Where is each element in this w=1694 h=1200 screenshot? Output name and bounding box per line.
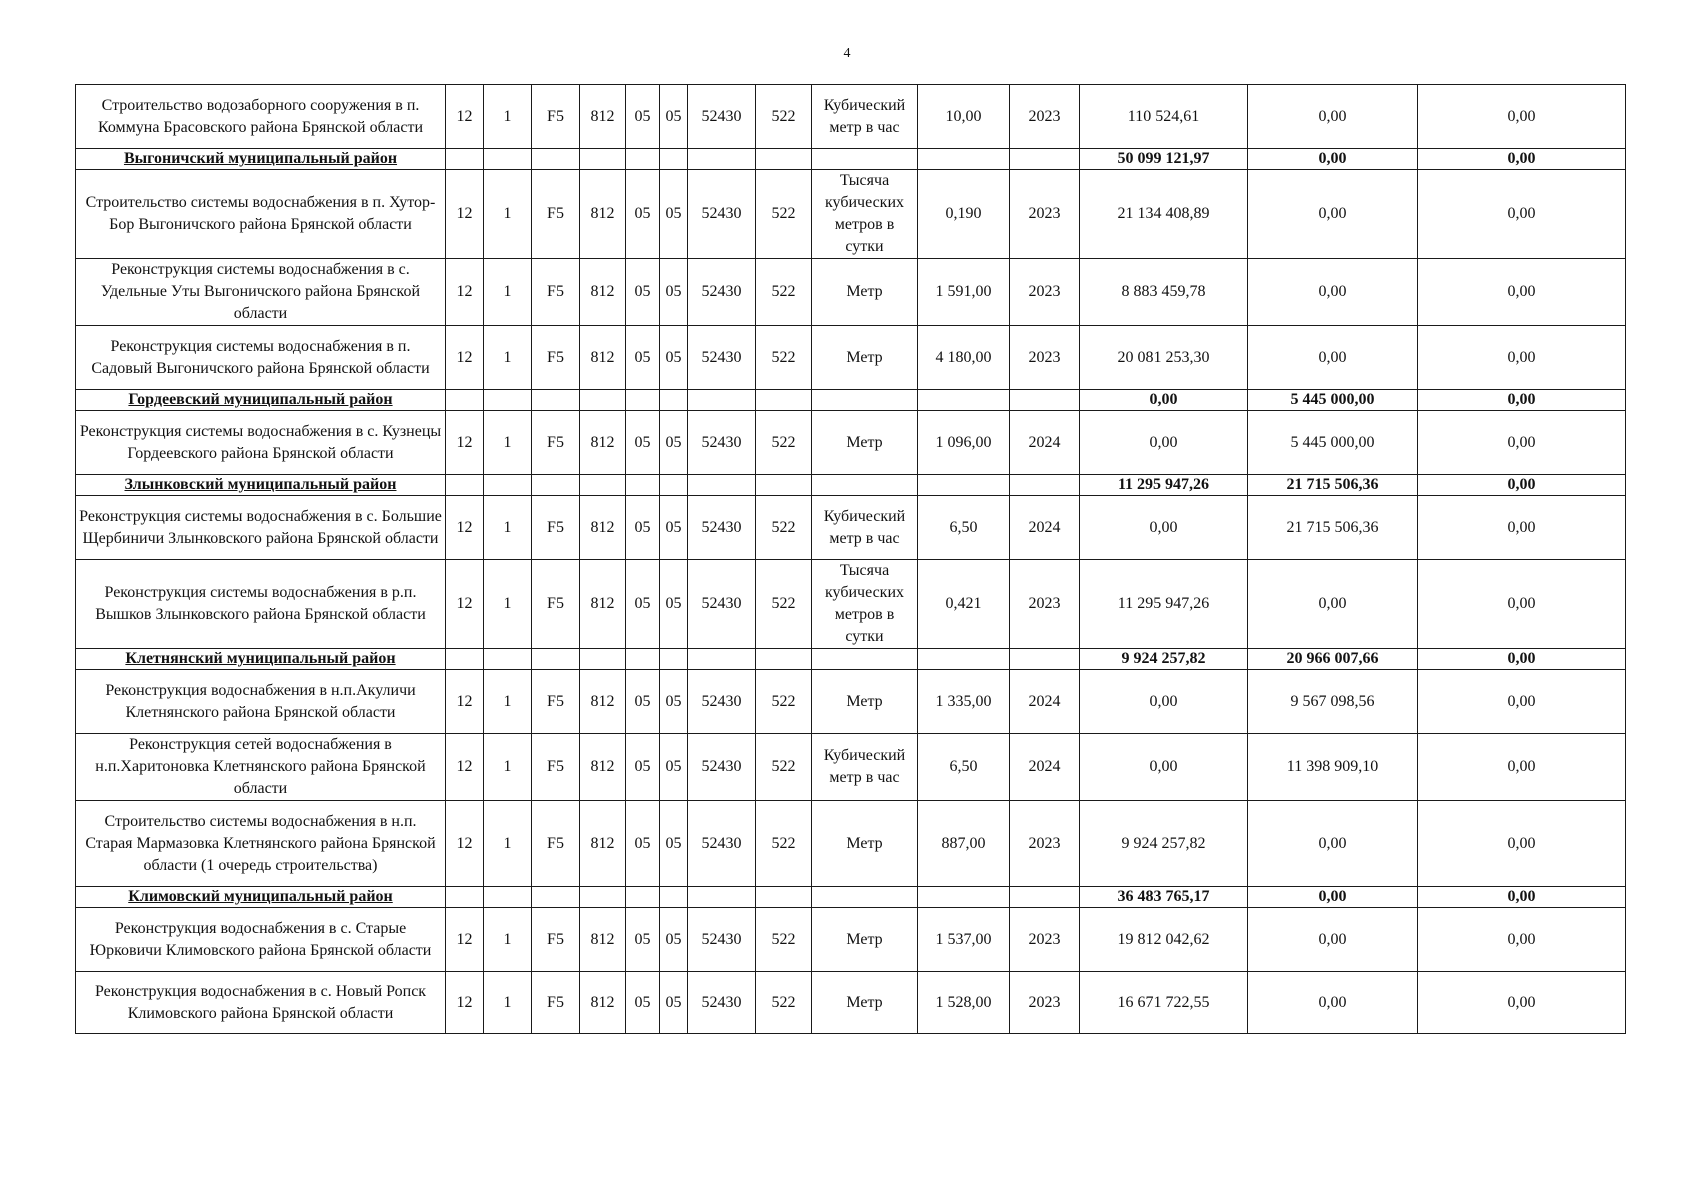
code-cell <box>756 887 812 908</box>
unit-cell: Кубический метр в час <box>812 85 918 149</box>
table-row <box>76 259 1626 326</box>
unit-cell: Кубический метр в час <box>812 734 918 801</box>
code-cell: F5 <box>532 326 580 390</box>
table-row <box>76 326 1626 390</box>
code-cell: 12 <box>446 326 484 390</box>
amount-2024-cell: 0,00 <box>1248 560 1418 649</box>
amount-2023-cell: 11 295 947,26 <box>1080 475 1248 496</box>
code-cell: 1 <box>484 908 532 972</box>
code-cell: 52430 <box>688 170 756 259</box>
code-cell <box>688 390 756 411</box>
table-row <box>76 908 1626 972</box>
year-cell <box>1010 390 1080 411</box>
code-cell: 05 <box>660 411 688 475</box>
amount-2023-cell: 0,00 <box>1080 411 1248 475</box>
table-row <box>76 411 1626 475</box>
code-cell: 05 <box>626 560 660 649</box>
amount-2024-cell: 21 715 506,36 <box>1248 496 1418 560</box>
amount-2025-cell: 0,00 <box>1418 908 1626 972</box>
table-body <box>76 85 1626 1034</box>
amount-2025-cell: 0,00 <box>1418 326 1626 390</box>
unit-cell <box>812 149 918 170</box>
code-cell <box>756 390 812 411</box>
code-cell: 05 <box>626 259 660 326</box>
code-cell: 12 <box>446 411 484 475</box>
code-cell: 522 <box>756 326 812 390</box>
code-cell: 05 <box>626 496 660 560</box>
code-cell: F5 <box>532 734 580 801</box>
amount-2025-cell: 0,00 <box>1418 670 1626 734</box>
amount-2025-cell: 0,00 <box>1418 560 1626 649</box>
amount-2025-cell: 0,00 <box>1418 149 1626 170</box>
code-cell: 52430 <box>688 259 756 326</box>
code-cell: 52430 <box>688 972 756 1034</box>
unit-cell <box>812 649 918 670</box>
project-name-cell: Строительство водозаборного сооружения в п. Коммуна Брасовского района Брянской области <box>76 85 446 149</box>
capacity-cell: 10,00 <box>918 85 1010 149</box>
code-cell: F5 <box>532 801 580 887</box>
code-cell: 12 <box>446 259 484 326</box>
code-cell <box>446 649 484 670</box>
code-cell <box>688 887 756 908</box>
amount-2025-cell: 0,00 <box>1418 496 1626 560</box>
code-cell: 05 <box>626 170 660 259</box>
amount-2025-cell: 0,00 <box>1418 411 1626 475</box>
amount-2024-cell: 0,00 <box>1248 326 1418 390</box>
amount-2023-cell: 20 081 253,30 <box>1080 326 1248 390</box>
unit-cell: Метр <box>812 908 918 972</box>
district-name-cell: Клетнянский муниципальный район <box>76 649 446 670</box>
code-cell: 1 <box>484 496 532 560</box>
table-row <box>76 560 1626 649</box>
code-cell <box>484 390 532 411</box>
unit-cell: Тысяча кубических метров в сутки <box>812 560 918 649</box>
amount-2023-cell: 36 483 765,17 <box>1080 887 1248 908</box>
year-cell: 2024 <box>1010 411 1080 475</box>
code-cell: 05 <box>660 326 688 390</box>
year-cell: 2024 <box>1010 670 1080 734</box>
code-cell: 522 <box>756 411 812 475</box>
code-cell: F5 <box>532 259 580 326</box>
code-cell: 05 <box>660 908 688 972</box>
code-cell <box>532 149 580 170</box>
code-cell: 52430 <box>688 560 756 649</box>
project-name-cell: Строительство системы водоснабжения в п. Хутор-Бор Выгоничского района Брянской области <box>76 170 446 259</box>
code-cell: 812 <box>580 85 626 149</box>
amount-2024-cell: 9 567 098,56 <box>1248 670 1418 734</box>
district-subtotal-row <box>76 390 1626 411</box>
code-cell: 812 <box>580 496 626 560</box>
amount-2024-cell: 11 398 909,10 <box>1248 734 1418 801</box>
code-cell: 52430 <box>688 411 756 475</box>
code-cell: 05 <box>660 734 688 801</box>
code-cell <box>660 149 688 170</box>
capacity-cell: 1 537,00 <box>918 908 1010 972</box>
code-cell: 522 <box>756 496 812 560</box>
code-cell <box>446 390 484 411</box>
project-name-cell: Реконструкция системы водоснабжения в п. Садовый Выгоничского района Брянской области <box>76 326 446 390</box>
amount-2023-cell: 0,00 <box>1080 670 1248 734</box>
code-cell: 1 <box>484 259 532 326</box>
year-cell: 2023 <box>1010 801 1080 887</box>
amount-2025-cell: 0,00 <box>1418 887 1626 908</box>
project-name-cell: Реконструкция системы водоснабжения в с. Кузнецы Гордеевского района Брянской области <box>76 411 446 475</box>
amount-2025-cell: 0,00 <box>1418 972 1626 1034</box>
amount-2025-cell: 0,00 <box>1418 259 1626 326</box>
project-name-cell: Реконструкция сетей водоснабжения в н.п.Харитоновка Клетнянского района Брянской области <box>76 734 446 801</box>
code-cell: F5 <box>532 908 580 972</box>
amount-2023-cell: 0,00 <box>1080 496 1248 560</box>
capacity-cell: 6,50 <box>918 734 1010 801</box>
capacity-cell <box>918 475 1010 496</box>
year-cell <box>1010 475 1080 496</box>
unit-cell: Метр <box>812 326 918 390</box>
code-cell: 52430 <box>688 326 756 390</box>
code-cell: 05 <box>626 801 660 887</box>
unit-cell: Метр <box>812 411 918 475</box>
table-row <box>76 85 1626 149</box>
capacity-cell <box>918 887 1010 908</box>
code-cell: 05 <box>626 326 660 390</box>
code-cell <box>660 390 688 411</box>
capacity-cell: 4 180,00 <box>918 326 1010 390</box>
amount-2023-cell: 21 134 408,89 <box>1080 170 1248 259</box>
amount-2023-cell: 16 671 722,55 <box>1080 972 1248 1034</box>
project-name-cell: Реконструкция водоснабжения в н.п.Акуличи Клетнянского района Брянской области <box>76 670 446 734</box>
unit-cell: Метр <box>812 259 918 326</box>
code-cell <box>532 390 580 411</box>
unit-cell: Кубический метр в час <box>812 496 918 560</box>
code-cell: 05 <box>660 259 688 326</box>
amount-2024-cell: 0,00 <box>1248 972 1418 1034</box>
code-cell: 05 <box>660 801 688 887</box>
table-row <box>76 170 1626 259</box>
code-cell: 05 <box>660 170 688 259</box>
code-cell: 12 <box>446 801 484 887</box>
code-cell <box>756 649 812 670</box>
code-cell: 1 <box>484 560 532 649</box>
amount-2023-cell: 110 524,61 <box>1080 85 1248 149</box>
code-cell <box>532 887 580 908</box>
code-cell <box>580 149 626 170</box>
code-cell: 05 <box>626 411 660 475</box>
year-cell: 2023 <box>1010 259 1080 326</box>
code-cell: 522 <box>756 259 812 326</box>
code-cell: F5 <box>532 560 580 649</box>
district-subtotal-row <box>76 887 1626 908</box>
code-cell <box>626 887 660 908</box>
code-cell <box>688 649 756 670</box>
code-cell: 1 <box>484 170 532 259</box>
district-subtotal-row <box>76 649 1626 670</box>
amount-2023-cell: 50 099 121,97 <box>1080 149 1248 170</box>
amount-2025-cell: 0,00 <box>1418 734 1626 801</box>
amount-2025-cell: 0,00 <box>1418 170 1626 259</box>
amount-2023-cell: 9 924 257,82 <box>1080 649 1248 670</box>
code-cell: F5 <box>532 170 580 259</box>
code-cell: 812 <box>580 972 626 1034</box>
code-cell: F5 <box>532 85 580 149</box>
code-cell: 522 <box>756 85 812 149</box>
capacity-cell: 6,50 <box>918 496 1010 560</box>
amount-2025-cell: 0,00 <box>1418 801 1626 887</box>
capacity-cell <box>918 390 1010 411</box>
code-cell <box>446 887 484 908</box>
code-cell: F5 <box>532 972 580 1034</box>
code-cell: 812 <box>580 170 626 259</box>
code-cell: 812 <box>580 801 626 887</box>
amount-2025-cell: 0,00 <box>1418 649 1626 670</box>
table-row <box>76 972 1626 1034</box>
code-cell <box>756 475 812 496</box>
amount-2024-cell: 0,00 <box>1248 908 1418 972</box>
code-cell <box>446 149 484 170</box>
code-cell: 1 <box>484 734 532 801</box>
code-cell: 522 <box>756 560 812 649</box>
code-cell: 52430 <box>688 734 756 801</box>
code-cell: 522 <box>756 908 812 972</box>
code-cell: F5 <box>532 670 580 734</box>
district-subtotal-row <box>76 149 1626 170</box>
code-cell <box>626 149 660 170</box>
capacity-cell: 1 528,00 <box>918 972 1010 1034</box>
year-cell: 2023 <box>1010 170 1080 259</box>
code-cell: 522 <box>756 972 812 1034</box>
code-cell: 12 <box>446 170 484 259</box>
code-cell <box>688 149 756 170</box>
code-cell: 05 <box>626 972 660 1034</box>
code-cell <box>660 475 688 496</box>
project-name-cell: Строительство системы водоснабжения в н.п. Старая Мармазовка Клетнянского района Брянской области (1 очередь строительства) <box>76 801 446 887</box>
investment-projects-table <box>75 84 1626 1034</box>
code-cell <box>688 475 756 496</box>
capacity-cell: 0,190 <box>918 170 1010 259</box>
code-cell: 12 <box>446 670 484 734</box>
capacity-cell <box>918 649 1010 670</box>
code-cell: 52430 <box>688 85 756 149</box>
district-name-cell: Злынковский муниципальный район <box>76 475 446 496</box>
unit-cell <box>812 390 918 411</box>
project-name-cell: Реконструкция системы водоснабжения в с. Удельные Уты Выгоничского района Брянской области <box>76 259 446 326</box>
code-cell <box>484 149 532 170</box>
amount-2024-cell: 20 966 007,66 <box>1248 649 1418 670</box>
year-cell <box>1010 887 1080 908</box>
code-cell <box>484 475 532 496</box>
code-cell <box>626 390 660 411</box>
amount-2024-cell: 5 445 000,00 <box>1248 390 1418 411</box>
code-cell: 1 <box>484 326 532 390</box>
code-cell: F5 <box>532 411 580 475</box>
code-cell: 05 <box>660 85 688 149</box>
district-subtotal-row <box>76 475 1626 496</box>
code-cell <box>626 649 660 670</box>
code-cell <box>580 887 626 908</box>
table-row <box>76 670 1626 734</box>
amount-2023-cell: 8 883 459,78 <box>1080 259 1248 326</box>
code-cell: 522 <box>756 734 812 801</box>
code-cell: 1 <box>484 670 532 734</box>
code-cell <box>532 475 580 496</box>
code-cell: 12 <box>446 560 484 649</box>
code-cell: F5 <box>532 496 580 560</box>
code-cell <box>660 649 688 670</box>
code-cell: 812 <box>580 560 626 649</box>
capacity-cell: 1 335,00 <box>918 670 1010 734</box>
capacity-cell: 1 096,00 <box>918 411 1010 475</box>
code-cell: 12 <box>446 496 484 560</box>
amount-2024-cell: 0,00 <box>1248 170 1418 259</box>
year-cell <box>1010 649 1080 670</box>
code-cell: 05 <box>626 85 660 149</box>
code-cell: 05 <box>626 670 660 734</box>
code-cell: 52430 <box>688 496 756 560</box>
amount-2023-cell: 0,00 <box>1080 390 1248 411</box>
year-cell <box>1010 149 1080 170</box>
amount-2025-cell: 0,00 <box>1418 390 1626 411</box>
year-cell: 2023 <box>1010 560 1080 649</box>
code-cell: 522 <box>756 170 812 259</box>
code-cell: 05 <box>660 560 688 649</box>
code-cell: 05 <box>660 670 688 734</box>
code-cell: 05 <box>626 908 660 972</box>
code-cell <box>484 649 532 670</box>
code-cell: 52430 <box>688 801 756 887</box>
amount-2024-cell: 0,00 <box>1248 149 1418 170</box>
code-cell: 812 <box>580 326 626 390</box>
amount-2023-cell: 0,00 <box>1080 734 1248 801</box>
code-cell: 12 <box>446 972 484 1034</box>
code-cell: 522 <box>756 670 812 734</box>
code-cell: 05 <box>660 972 688 1034</box>
project-name-cell: Реконструкция системы водоснабжения в р.п. Вышков Злынковского района Брянской области <box>76 560 446 649</box>
table-row <box>76 801 1626 887</box>
code-cell <box>580 390 626 411</box>
code-cell: 05 <box>660 496 688 560</box>
code-cell: 812 <box>580 908 626 972</box>
code-cell <box>756 149 812 170</box>
code-cell: 1 <box>484 801 532 887</box>
year-cell: 2023 <box>1010 908 1080 972</box>
code-cell: 05 <box>626 734 660 801</box>
amount-2023-cell: 11 295 947,26 <box>1080 560 1248 649</box>
code-cell: 12 <box>446 85 484 149</box>
code-cell <box>580 475 626 496</box>
capacity-cell: 1 591,00 <box>918 259 1010 326</box>
code-cell: 52430 <box>688 670 756 734</box>
amount-2023-cell: 19 812 042,62 <box>1080 908 1248 972</box>
amount-2024-cell: 0,00 <box>1248 887 1418 908</box>
project-name-cell: Реконструкция водоснабжения в с. Старые Юрковичи Климовского района Брянской области <box>76 908 446 972</box>
year-cell: 2023 <box>1010 326 1080 390</box>
unit-cell: Метр <box>812 670 918 734</box>
year-cell: 2023 <box>1010 85 1080 149</box>
code-cell <box>484 887 532 908</box>
code-cell: 522 <box>756 801 812 887</box>
amount-2024-cell: 0,00 <box>1248 801 1418 887</box>
capacity-cell <box>918 149 1010 170</box>
code-cell: 1 <box>484 85 532 149</box>
year-cell: 2023 <box>1010 972 1080 1034</box>
code-cell <box>446 475 484 496</box>
unit-cell <box>812 887 918 908</box>
amount-2024-cell: 21 715 506,36 <box>1248 475 1418 496</box>
unit-cell <box>812 475 918 496</box>
capacity-cell: 0,421 <box>918 560 1010 649</box>
code-cell: 1 <box>484 972 532 1034</box>
unit-cell: Метр <box>812 801 918 887</box>
amount-2024-cell: 5 445 000,00 <box>1248 411 1418 475</box>
amount-2025-cell: 0,00 <box>1418 85 1626 149</box>
code-cell <box>532 649 580 670</box>
code-cell: 812 <box>580 734 626 801</box>
code-cell: 812 <box>580 670 626 734</box>
project-name-cell: Реконструкция водоснабжения в с. Новый Ропск Климовского района Брянской области <box>76 972 446 1034</box>
code-cell: 12 <box>446 734 484 801</box>
district-name-cell: Климовский муниципальный район <box>76 887 446 908</box>
code-cell <box>626 475 660 496</box>
amount-2025-cell: 0,00 <box>1418 475 1626 496</box>
district-name-cell: Выгоничский муниципальный район <box>76 149 446 170</box>
amount-2024-cell: 0,00 <box>1248 259 1418 326</box>
unit-cell: Тысяча кубических метров в сутки <box>812 170 918 259</box>
code-cell: 12 <box>446 908 484 972</box>
code-cell <box>660 887 688 908</box>
page-number: 4 <box>843 46 851 61</box>
table-row <box>76 496 1626 560</box>
year-cell: 2024 <box>1010 734 1080 801</box>
year-cell: 2024 <box>1010 496 1080 560</box>
code-cell: 812 <box>580 259 626 326</box>
code-cell <box>580 649 626 670</box>
unit-cell: Метр <box>812 972 918 1034</box>
code-cell: 812 <box>580 411 626 475</box>
project-name-cell: Реконструкция системы водоснабжения в с. Большие Щербиничи Злынковского района Брянской области <box>76 496 446 560</box>
table-row <box>76 734 1626 801</box>
code-cell: 1 <box>484 411 532 475</box>
code-cell: 52430 <box>688 908 756 972</box>
amount-2024-cell: 0,00 <box>1248 85 1418 149</box>
capacity-cell: 887,00 <box>918 801 1010 887</box>
amount-2023-cell: 9 924 257,82 <box>1080 801 1248 887</box>
district-name-cell: Гордеевский муниципальный район <box>76 390 446 411</box>
